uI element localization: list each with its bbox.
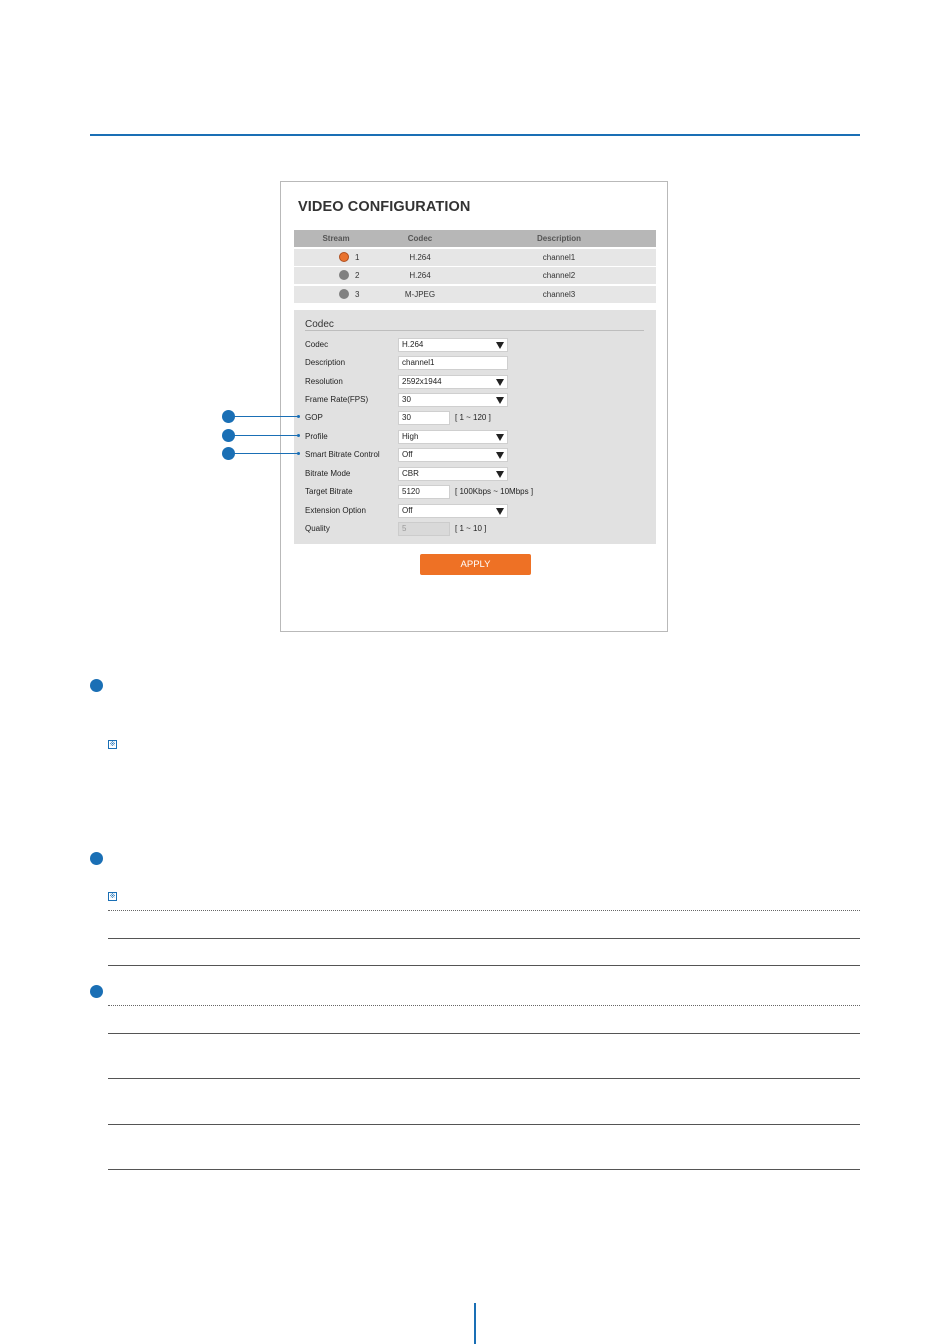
stream-description: channel3 [542, 289, 576, 299]
solid-rule [108, 1124, 860, 1125]
header-rule [90, 134, 860, 136]
section-marker-2 [90, 852, 103, 865]
profile-select[interactable] [398, 430, 508, 444]
dotted-rule [108, 910, 860, 911]
profile-row [305, 430, 650, 444]
gop-range-hint: [ 1 ~ 120 ] [455, 413, 491, 422]
gop-row [305, 411, 650, 425]
frame-rate-select[interactable] [398, 393, 508, 407]
profile-label: Profile [305, 432, 328, 441]
extension-option-value: Off [402, 506, 413, 515]
header-codec: Codec [407, 234, 433, 243]
panel-title: Codec [305, 319, 334, 330]
chevron-down-icon [496, 342, 504, 349]
solid-rule [108, 965, 860, 966]
solid-rule [108, 1033, 860, 1034]
quality-input: 5 [398, 522, 450, 536]
smart-bitrate-value: Off [402, 450, 413, 459]
table-row[interactable] [294, 286, 656, 303]
target-bitrate-row [305, 485, 650, 499]
stream-codec: M-JPEG [404, 289, 436, 299]
smart-bitrate-select[interactable] [398, 448, 508, 462]
stream-description: channel1 [542, 252, 576, 262]
codec-select[interactable] [398, 338, 508, 352]
gop-label: GOP [305, 413, 323, 422]
video-configuration-screenshot [280, 181, 668, 632]
callout-line-3 [234, 453, 298, 454]
quality-range-hint: [ 1 ~ 10 ] [455, 524, 487, 533]
section-marker-3 [90, 985, 103, 998]
callout-end-1 [297, 415, 300, 418]
stream-radio-3[interactable] [339, 289, 349, 299]
stream-table [294, 230, 656, 303]
quality-label: Quality [305, 524, 330, 533]
note-icon: ※ [109, 893, 116, 900]
page-marker [474, 1303, 476, 1344]
bitrate-mode-select[interactable] [398, 467, 508, 481]
table-row[interactable] [294, 267, 656, 284]
chevron-down-icon [496, 471, 504, 478]
codec-panel [294, 310, 656, 544]
callout-end-2 [297, 434, 300, 437]
table-header [294, 230, 656, 247]
stream-number: 1 [355, 252, 360, 262]
chevron-down-icon [496, 452, 504, 459]
page-title: VIDEO CONFIGURATION [298, 199, 471, 215]
header-description: Description [536, 234, 581, 243]
stream-radio-1[interactable] [339, 252, 349, 262]
resolution-label: Resolution [305, 377, 343, 386]
solid-rule [108, 938, 860, 939]
resolution-value: 2592x1944 [402, 377, 442, 386]
codec-label: Codec [305, 340, 329, 349]
stream-codec: H.264 [409, 252, 431, 262]
frame-rate-row [305, 393, 650, 407]
chevron-down-icon [496, 508, 504, 515]
extension-option-select[interactable] [398, 504, 508, 518]
table-row[interactable] [294, 249, 656, 266]
solid-rule [108, 1078, 860, 1079]
description-input[interactable]: channel1 [398, 356, 508, 370]
frame-rate-value: 30 [402, 395, 411, 404]
section-marker-1 [90, 679, 103, 692]
bitrate-mode-row [305, 467, 650, 481]
callout-line-2 [234, 435, 298, 436]
resolution-select[interactable] [398, 375, 508, 389]
stream-number: 3 [355, 289, 360, 299]
resolution-row [305, 375, 650, 389]
chevron-down-icon [496, 434, 504, 441]
dotted-rule [108, 1005, 860, 1006]
quality-row [305, 522, 650, 536]
profile-value: High [402, 432, 419, 441]
target-bitrate-input[interactable]: 5120 [398, 485, 450, 499]
target-bitrate-label: Target Bitrate [305, 487, 353, 496]
gop-input[interactable]: 30 [398, 411, 450, 425]
codec-value: H.264 [402, 340, 424, 349]
solid-rule [108, 1169, 860, 1170]
header-stream: Stream [322, 234, 350, 243]
callout-line-1 [234, 416, 298, 417]
stream-codec: H.264 [409, 271, 431, 280]
target-bitrate-range-hint: [ 100Kbps ~ 10Mbps ] [455, 487, 534, 496]
smart-bitrate-row [305, 448, 650, 462]
extension-option-label: Extension Option [305, 506, 366, 515]
callout-end-3 [297, 452, 300, 455]
chevron-down-icon [496, 397, 504, 404]
bitrate-mode-value: CBR [402, 469, 419, 478]
smart-bitrate-label: Smart Bitrate Control [305, 450, 380, 459]
chevron-down-icon [496, 379, 504, 386]
bitrate-mode-label: Bitrate Mode [305, 469, 351, 478]
note-icon: ※ [109, 741, 116, 748]
panel-divider [305, 330, 644, 331]
stream-description: channel2 [542, 271, 576, 280]
description-label: Description [305, 358, 346, 367]
apply-button[interactable]: APPLY [420, 554, 531, 575]
stream-radio-2[interactable] [339, 270, 349, 280]
extension-option-row [305, 504, 650, 518]
description-row [305, 356, 650, 370]
frame-rate-label: Frame Rate(FPS) [305, 395, 369, 404]
codec-row [305, 338, 650, 352]
stream-number: 2 [355, 271, 360, 280]
